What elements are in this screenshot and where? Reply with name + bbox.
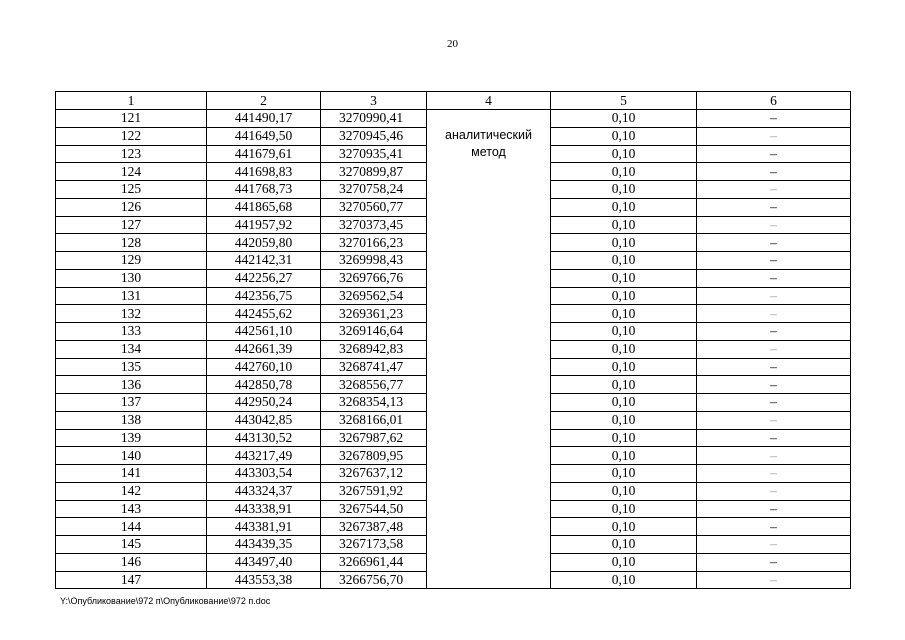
accuracy-value: 0,10 bbox=[551, 305, 697, 323]
coord-y: 3268556,77 bbox=[321, 376, 427, 394]
accuracy-value: 0,10 bbox=[551, 394, 697, 412]
table-row bbox=[56, 110, 851, 128]
point-number: 129 bbox=[56, 252, 207, 270]
accuracy-value: 0,10 bbox=[551, 127, 697, 145]
point-number: 128 bbox=[56, 234, 207, 252]
coord-x: 441768,73 bbox=[207, 181, 321, 199]
note-dash: – bbox=[697, 127, 851, 145]
accuracy-value: 0,10 bbox=[551, 447, 697, 465]
table-body bbox=[56, 110, 851, 589]
accuracy-value: 0,10 bbox=[551, 198, 697, 216]
accuracy-value: 0,10 bbox=[551, 536, 697, 554]
coord-x: 443497,40 bbox=[207, 553, 321, 571]
coord-x: 443130,52 bbox=[207, 429, 321, 447]
note-dash: – bbox=[697, 252, 851, 270]
point-number: 138 bbox=[56, 411, 207, 429]
point-number: 131 bbox=[56, 287, 207, 305]
header-col-5: 5 bbox=[551, 92, 697, 110]
coord-x: 441649,50 bbox=[207, 127, 321, 145]
coord-x: 443324,37 bbox=[207, 482, 321, 500]
note-dash: – bbox=[697, 571, 851, 589]
coord-x: 442142,31 bbox=[207, 252, 321, 270]
coord-x: 443338,91 bbox=[207, 500, 321, 518]
coord-x: 443553,38 bbox=[207, 571, 321, 589]
accuracy-value: 0,10 bbox=[551, 358, 697, 376]
point-number: 141 bbox=[56, 465, 207, 483]
point-number: 133 bbox=[56, 323, 207, 341]
coord-y: 3270166,23 bbox=[321, 234, 427, 252]
note-dash: – bbox=[697, 411, 851, 429]
point-number: 123 bbox=[56, 145, 207, 163]
note-dash: – bbox=[697, 340, 851, 358]
point-number: 122 bbox=[56, 127, 207, 145]
note-dash: – bbox=[697, 447, 851, 465]
accuracy-value: 0,10 bbox=[551, 518, 697, 536]
accuracy-value: 0,10 bbox=[551, 269, 697, 287]
coord-y: 3267987,62 bbox=[321, 429, 427, 447]
note-dash: – bbox=[697, 536, 851, 554]
point-number: 146 bbox=[56, 553, 207, 571]
point-number: 135 bbox=[56, 358, 207, 376]
coord-y: 3268166,01 bbox=[321, 411, 427, 429]
coord-x: 442661,39 bbox=[207, 340, 321, 358]
coord-x: 441679,61 bbox=[207, 145, 321, 163]
coord-x: 443217,49 bbox=[207, 447, 321, 465]
point-number: 124 bbox=[56, 163, 207, 181]
point-number: 121 bbox=[56, 110, 207, 128]
accuracy-value: 0,10 bbox=[551, 340, 697, 358]
accuracy-value: 0,10 bbox=[551, 429, 697, 447]
note-dash: – bbox=[697, 394, 851, 412]
header-col-4: 4 bbox=[427, 92, 551, 110]
note-dash: – bbox=[697, 287, 851, 305]
accuracy-value: 0,10 bbox=[551, 216, 697, 234]
accuracy-value: 0,10 bbox=[551, 411, 697, 429]
accuracy-value: 0,10 bbox=[551, 234, 697, 252]
point-number: 144 bbox=[56, 518, 207, 536]
coord-x: 441865,68 bbox=[207, 198, 321, 216]
coord-y: 3268741,47 bbox=[321, 358, 427, 376]
header-col-2: 2 bbox=[207, 92, 321, 110]
coord-x: 442059,80 bbox=[207, 234, 321, 252]
accuracy-value: 0,10 bbox=[551, 465, 697, 483]
note-dash: – bbox=[697, 181, 851, 199]
coord-x: 442950,24 bbox=[207, 394, 321, 412]
point-number: 143 bbox=[56, 500, 207, 518]
page-number: 20 bbox=[447, 38, 458, 50]
coord-y: 3270758,24 bbox=[321, 181, 427, 199]
coord-y: 3269766,76 bbox=[321, 269, 427, 287]
point-number: 126 bbox=[56, 198, 207, 216]
coord-y: 3266961,44 bbox=[321, 553, 427, 571]
coord-x: 443381,91 bbox=[207, 518, 321, 536]
coord-x: 443042,85 bbox=[207, 411, 321, 429]
accuracy-value: 0,10 bbox=[551, 482, 697, 500]
coord-x: 443303,54 bbox=[207, 465, 321, 483]
point-number: 134 bbox=[56, 340, 207, 358]
coord-x: 442561,10 bbox=[207, 323, 321, 341]
note-dash: – bbox=[697, 269, 851, 287]
note-dash: – bbox=[697, 216, 851, 234]
table-header-row bbox=[56, 92, 851, 110]
header-col-3: 3 bbox=[321, 92, 427, 110]
coord-x: 442850,78 bbox=[207, 376, 321, 394]
coord-y: 3270990,41 bbox=[321, 110, 427, 128]
coord-y: 3267387,48 bbox=[321, 518, 427, 536]
point-number: 132 bbox=[56, 305, 207, 323]
coord-y: 3267637,12 bbox=[321, 465, 427, 483]
coord-y: 3270373,45 bbox=[321, 216, 427, 234]
accuracy-value: 0,10 bbox=[551, 500, 697, 518]
coord-y: 3270560,77 bbox=[321, 198, 427, 216]
note-dash: – bbox=[697, 553, 851, 571]
point-number: 139 bbox=[56, 429, 207, 447]
accuracy-value: 0,10 bbox=[551, 252, 697, 270]
coord-y: 3270945,46 bbox=[321, 127, 427, 145]
coord-y: 3267591,92 bbox=[321, 482, 427, 500]
coord-y: 3268354,13 bbox=[321, 394, 427, 412]
coord-x: 442256,27 bbox=[207, 269, 321, 287]
note-dash: – bbox=[697, 163, 851, 181]
coord-y: 3270899,87 bbox=[321, 163, 427, 181]
point-number: 137 bbox=[56, 394, 207, 412]
point-number: 130 bbox=[56, 269, 207, 287]
accuracy-value: 0,10 bbox=[551, 553, 697, 571]
note-dash: – bbox=[697, 376, 851, 394]
coord-y: 3267544,50 bbox=[321, 500, 427, 518]
accuracy-value: 0,10 bbox=[551, 145, 697, 163]
accuracy-value: 0,10 bbox=[551, 181, 697, 199]
note-dash: – bbox=[697, 518, 851, 536]
note-dash: – bbox=[697, 465, 851, 483]
coordinates-table bbox=[55, 91, 851, 589]
note-dash: – bbox=[697, 198, 851, 216]
note-dash: – bbox=[697, 358, 851, 376]
coord-y: 3267809,95 bbox=[321, 447, 427, 465]
point-number: 147 bbox=[56, 571, 207, 589]
coord-y: 3269562,54 bbox=[321, 287, 427, 305]
accuracy-value: 0,10 bbox=[551, 376, 697, 394]
note-dash: – bbox=[697, 234, 851, 252]
point-number: 140 bbox=[56, 447, 207, 465]
point-number: 142 bbox=[56, 482, 207, 500]
coord-x: 441957,92 bbox=[207, 216, 321, 234]
coord-y: 3269998,43 bbox=[321, 252, 427, 270]
note-dash: – bbox=[697, 482, 851, 500]
accuracy-value: 0,10 bbox=[551, 323, 697, 341]
note-dash: – bbox=[697, 429, 851, 447]
coord-y: 3267173,58 bbox=[321, 536, 427, 554]
coord-x: 442455,62 bbox=[207, 305, 321, 323]
note-dash: – bbox=[697, 500, 851, 518]
header-col-1: 1 bbox=[56, 92, 207, 110]
point-number: 136 bbox=[56, 376, 207, 394]
coord-x: 441490,17 bbox=[207, 110, 321, 128]
method-cell: аналитический метод bbox=[427, 110, 551, 589]
coord-x: 443439,35 bbox=[207, 536, 321, 554]
header-col-6: 6 bbox=[697, 92, 851, 110]
point-number: 145 bbox=[56, 536, 207, 554]
coord-x: 441698,83 bbox=[207, 163, 321, 181]
coord-y: 3268942,83 bbox=[321, 340, 427, 358]
coord-y: 3270935,41 bbox=[321, 145, 427, 163]
coord-y: 3266756,70 bbox=[321, 571, 427, 589]
accuracy-value: 0,10 bbox=[551, 571, 697, 589]
note-dash: – bbox=[697, 305, 851, 323]
point-number: 125 bbox=[56, 181, 207, 199]
note-dash: – bbox=[697, 110, 851, 128]
note-dash: – bbox=[697, 145, 851, 163]
coord-x: 442356,75 bbox=[207, 287, 321, 305]
accuracy-value: 0,10 bbox=[551, 287, 697, 305]
point-number: 127 bbox=[56, 216, 207, 234]
coord-y: 3269146,64 bbox=[321, 323, 427, 341]
note-dash: – bbox=[697, 323, 851, 341]
accuracy-value: 0,10 bbox=[551, 163, 697, 181]
file-path-footer: Y:\Опубликование\972 п\Опубликование\972 п.doc bbox=[60, 596, 271, 606]
accuracy-value: 0,10 bbox=[551, 110, 697, 128]
coord-x: 442760,10 bbox=[207, 358, 321, 376]
coord-y: 3269361,23 bbox=[321, 305, 427, 323]
